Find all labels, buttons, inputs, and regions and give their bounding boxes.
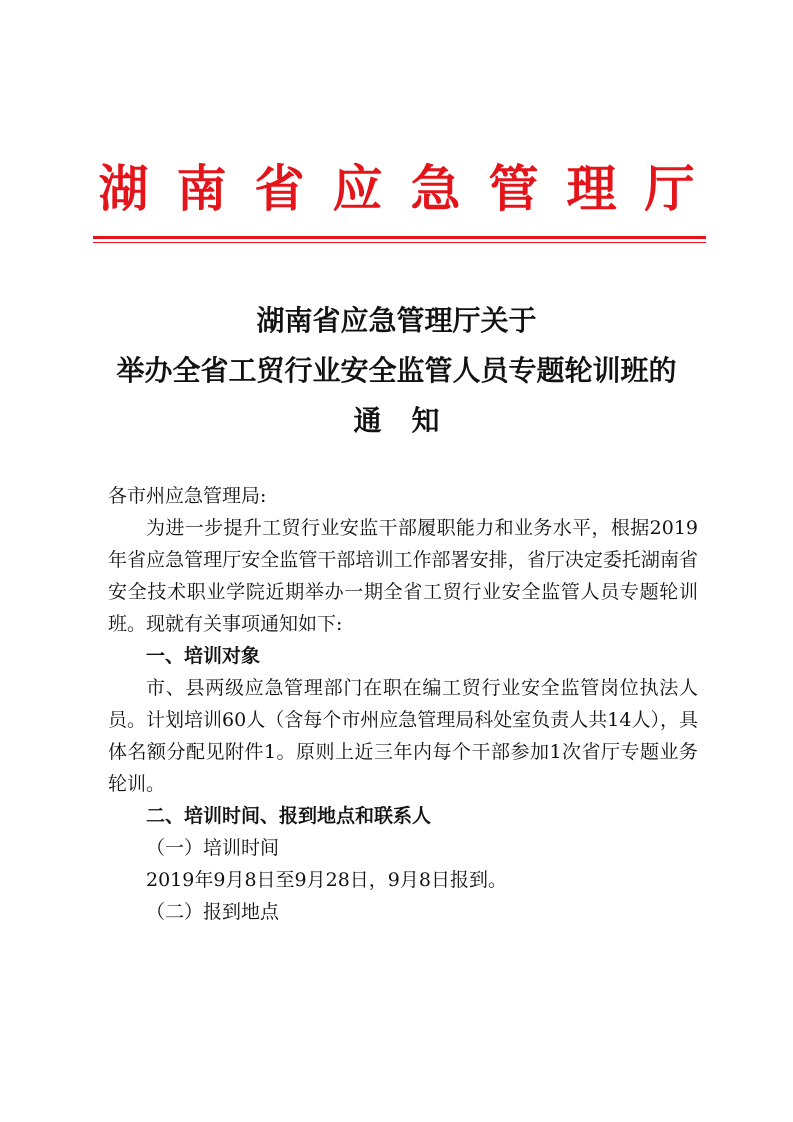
subsection-1-paragraph: 2019年9月8日至9月28日，9月8日报到。 xyxy=(146,869,507,891)
title-line-2: 举办全省工贸行业安全监管人员专题轮训班的 xyxy=(116,354,677,387)
subsection-2-heading: （二）报到地点 xyxy=(146,901,280,923)
document-title xyxy=(60,296,733,446)
document-body xyxy=(108,480,698,928)
title-line-1: 湖南省应急管理厅关于 xyxy=(256,304,537,337)
title-line-3: 通知 xyxy=(353,404,470,437)
section-1-heading: 一、培训对象 xyxy=(146,645,261,667)
subsection-1-heading: （一）培训时间 xyxy=(146,837,280,859)
section-2-heading: 二、培训时间、报到地点和联系人 xyxy=(146,805,432,827)
masthead-org-name: 湖南省应急管理厅 xyxy=(98,160,723,218)
intro-paragraph: 为进一步提升工贸行业安监干部履职能力和业务水平，根据2019年省应急管理厅安全监管干部培训工作部署安排，省厅决定委托湖南省安全技术职业学院近期举办一期全省工贸行业安全监管人员专题轮训班。现就有关事项通知如下: xyxy=(108,517,698,635)
masthead-rule-thin xyxy=(93,242,706,243)
masthead xyxy=(0,150,793,220)
masthead-rule-thick xyxy=(93,236,706,239)
salutation: 各市州应急管理局: xyxy=(108,485,267,507)
section-1-paragraph: 市、县两级应急管理部门在职在编工贸行业安全监管岗位执法人员。计划培训60人（含每个市州应急管理局科处室负责人共14人），具体名额分配见附件1。原则上近三年内每个干部参加1次省厅专题业务轮训。 xyxy=(108,677,698,795)
